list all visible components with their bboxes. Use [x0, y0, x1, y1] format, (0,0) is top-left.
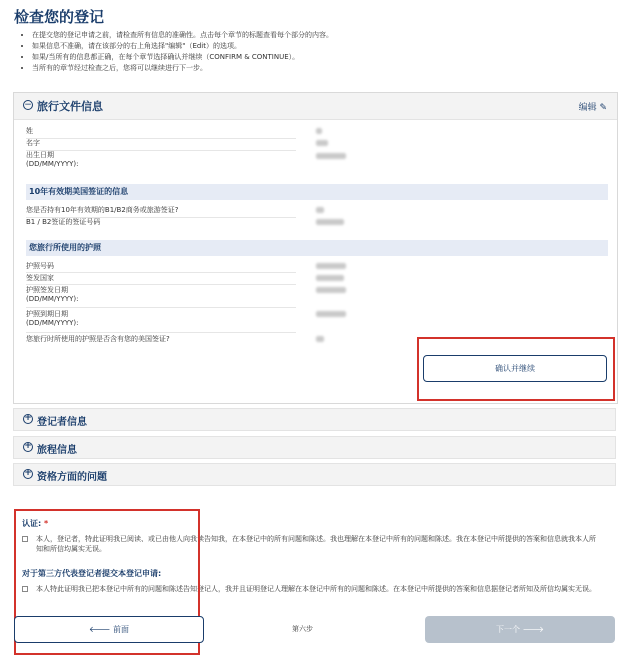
third-party-heading: 对于第三方代表登记者提交本登记申请: [22, 569, 162, 578]
field-value-redacted [316, 128, 322, 134]
field-label-surname: 姓 [26, 127, 33, 135]
arrow-left-icon[interactable]: 🡐 [89, 625, 111, 634]
edit-label[interactable]: 编辑 [578, 103, 597, 113]
section-registrant-info[interactable] [13, 408, 616, 431]
expand-plus-icon[interactable]: + [24, 468, 32, 478]
instruction-item: • 如果/当所有的信息都正确，在每个章节选择确认并继续（CONFIRM & CONTINUE）。 [32, 52, 333, 63]
field-value-redacted [316, 153, 346, 159]
instructions-list [20, 30, 333, 74]
section-eligibility[interactable] [13, 463, 616, 486]
divider [26, 332, 296, 333]
previous-button[interactable] [14, 616, 204, 643]
instruction-item: • 在提交您的登记申请之前，请检查所有信息的准确性。点击每个章节的标题查看每个部分的内容。 [32, 30, 333, 41]
field-value-redacted [316, 275, 344, 281]
third-party-certify-text: 本人特此证明我已把本登记中所有的问题和陈述告知登记人，我并且证明登记人理解在本登记中所有的问题和陈述。在本登记中所提供的答案和信息据登记者所知及所信均属实无误。 [36, 585, 596, 593]
divider [26, 272, 296, 273]
field-value-redacted [316, 219, 344, 225]
field-label-issue-date: 护照签发日期 (DD/MM/YYYY): [26, 286, 79, 303]
confirm-continue-button[interactable]: 确认并继续 [423, 355, 607, 382]
page-title: 检查您的登记 [14, 8, 105, 26]
field-label-passport-number: 护照号码 [26, 262, 54, 270]
visa-subheading: 10年有效期美国签证的信息 [26, 184, 608, 200]
arrow-right-icon[interactable]: 🡒 [522, 625, 544, 634]
expand-plus-icon[interactable]: + [24, 413, 32, 423]
instruction-item: • 如果信息不准确，请在该部分的右上角选择"编辑"（Edit）的选项。 [32, 41, 333, 52]
divider [26, 284, 296, 285]
field-label-dob: 出生日期 (DD/MM/YYYY): [26, 151, 79, 168]
instruction-item: • 当所有的章节经过检查之后，您将可以继续进行下一步。 [32, 63, 333, 74]
field-label-visa-number: B1 / B2签证的签证号码 [26, 218, 101, 226]
step-indicator: 第六步 [292, 625, 313, 633]
certification-heading-text: 认证: [22, 519, 42, 528]
field-label-expiry-date: 护照到期日期 (DD/MM/YYYY): [26, 310, 79, 327]
field-value-redacted [316, 263, 346, 269]
section-label[interactable]: 旅程信息 [37, 445, 77, 456]
section-trip-info[interactable] [13, 436, 616, 459]
next-button[interactable] [425, 616, 615, 643]
field-value-redacted [316, 207, 324, 213]
field-label-passport-contains-visa: 您旅行时所使用的护照是否含有您的美国签证? [26, 335, 170, 343]
collapse-minus-icon[interactable]: − [24, 100, 32, 110]
section-label[interactable]: 资格方面的问题 [37, 472, 107, 483]
field-value-redacted [316, 140, 328, 146]
field-label-issuing-country: 签发国家 [26, 274, 54, 282]
next-label[interactable]: 下一个 [496, 625, 520, 634]
previous-label[interactable]: 前面 [113, 625, 129, 634]
travel-document-header[interactable] [14, 93, 617, 120]
applicant-certify-text: 本人，登记者，特此证明我已阅读、或已由他人向我读告知我，在本登记中的所有问题和陈述。我也理解在本登记中所有的问题和陈述。我在本登记中所提供的答案和信息就我本人所知和所信均属实无误。 [36, 535, 596, 553]
travel-document-title[interactable]: 旅行文件信息 [37, 100, 103, 113]
divider [26, 307, 296, 308]
pencil-icon[interactable]: ✎ [599, 103, 607, 113]
field-label-has-visa: 您是否持有10年有效期的B1/B2商务或旅游签证? [26, 206, 179, 214]
field-label-given-name: 名字 [26, 139, 40, 147]
edit-link[interactable] [579, 100, 607, 113]
passport-subheading: 您旅行所使用的护照 [26, 240, 608, 256]
expand-plus-icon[interactable]: + [24, 441, 32, 451]
field-value-redacted [316, 311, 346, 317]
field-value-redacted [316, 336, 324, 342]
field-value-redacted [316, 287, 346, 293]
required-mark: * [44, 519, 49, 528]
section-label[interactable]: 登记者信息 [37, 417, 87, 428]
